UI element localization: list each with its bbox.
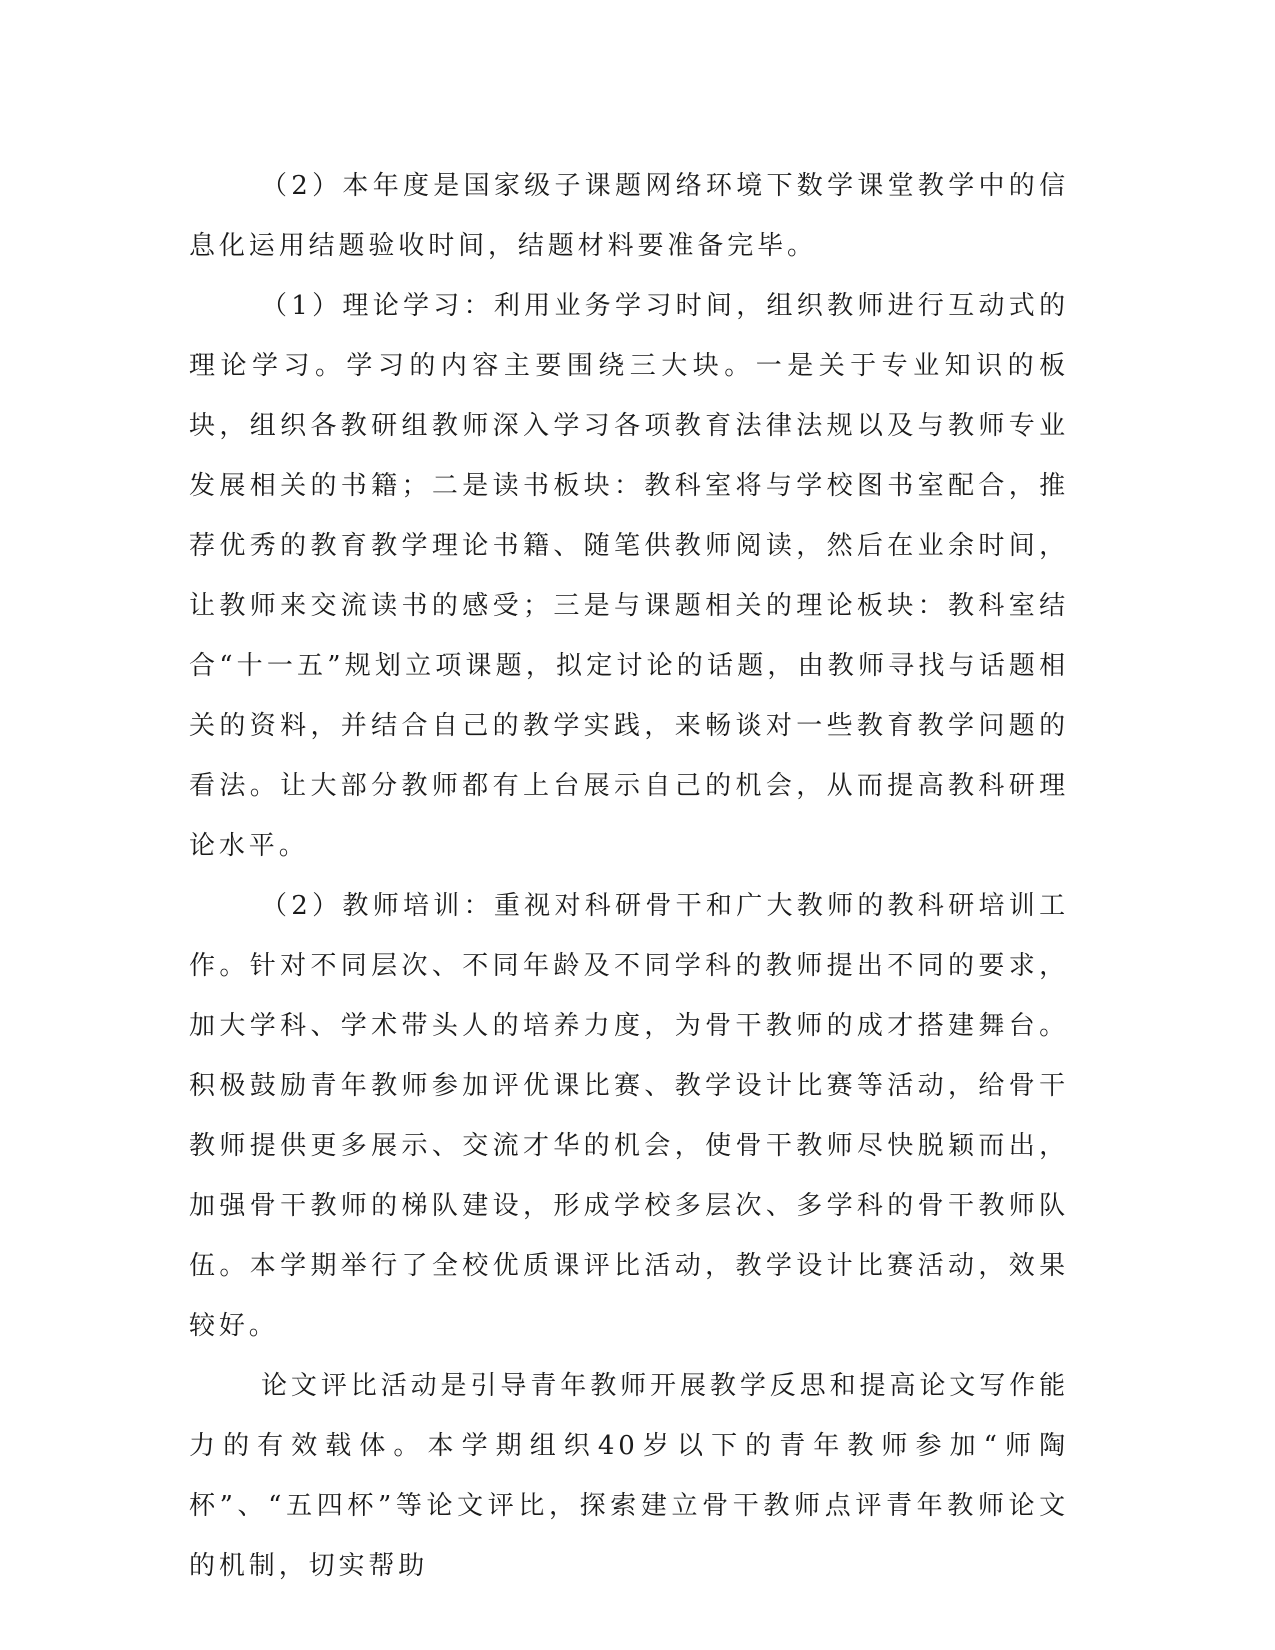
document-body <box>189 156 1069 1596</box>
paragraph-teacher-training: （2）教师培训：重视对科研骨干和广大教师的教科研培训工作。针对不同层次、不同年龄及不同学科的教师提出不同的要求，加大学科、学术带头人的培养力度，为骨干教师的成才搭建舞台。积极鼓励青年教师参加评优课比赛、教学设计比赛等活动，给骨干教师提供更多展示、交流才华的机会，使骨干教师尽快脱颖而出，加强骨干教师的梯队建设，形成学校多层次、多学科的骨干教师队伍。本学期举行了全校优质课评比活动，教学设计比赛活动，效果较好。 <box>189 891 1069 1341</box>
paragraph-theory-study: （1）理论学习：利用业务学习时间，组织教师进行互动式的理论学习。学习的内容主要围绕三大块。一是关于专业知识的板块，组织各教研组教师深入学习各项教育法律法规以及与教师专业发展相关的书籍；二是读书板块：教科室将与学校图书室配合，推荐优秀的教育教学理论书籍、随笔供教师阅读，然后在业余时间，让教师来交流读书的感受；三是与课题相关的理论板块：教科室结合“十一五”规划立项课题，拟定讨论的话题，由教师寻找与话题相关的资料，并结合自己的教学实践，来畅谈对一些教育教学问题的看法。让大部分教师都有上台展示自己的机会，从而提高教科研理论水平。 <box>189 291 1069 861</box>
paragraph-paper-contest: 论文评比活动是引导青年教师开展教学反思和提高论文写作能力的有效载体。本学期组织40岁以下的青年教师参加“师陶杯”、“五四杯”等论文评比，探索建立骨干教师点评青年教师论文的机制，切实帮助 <box>189 1371 1069 1581</box>
paragraph-project-acceptance: （2）本年度是国家级子课题网络环境下数学课堂教学中的信息化运用结题验收时间，结题材料要准备完毕。 <box>189 171 1069 261</box>
